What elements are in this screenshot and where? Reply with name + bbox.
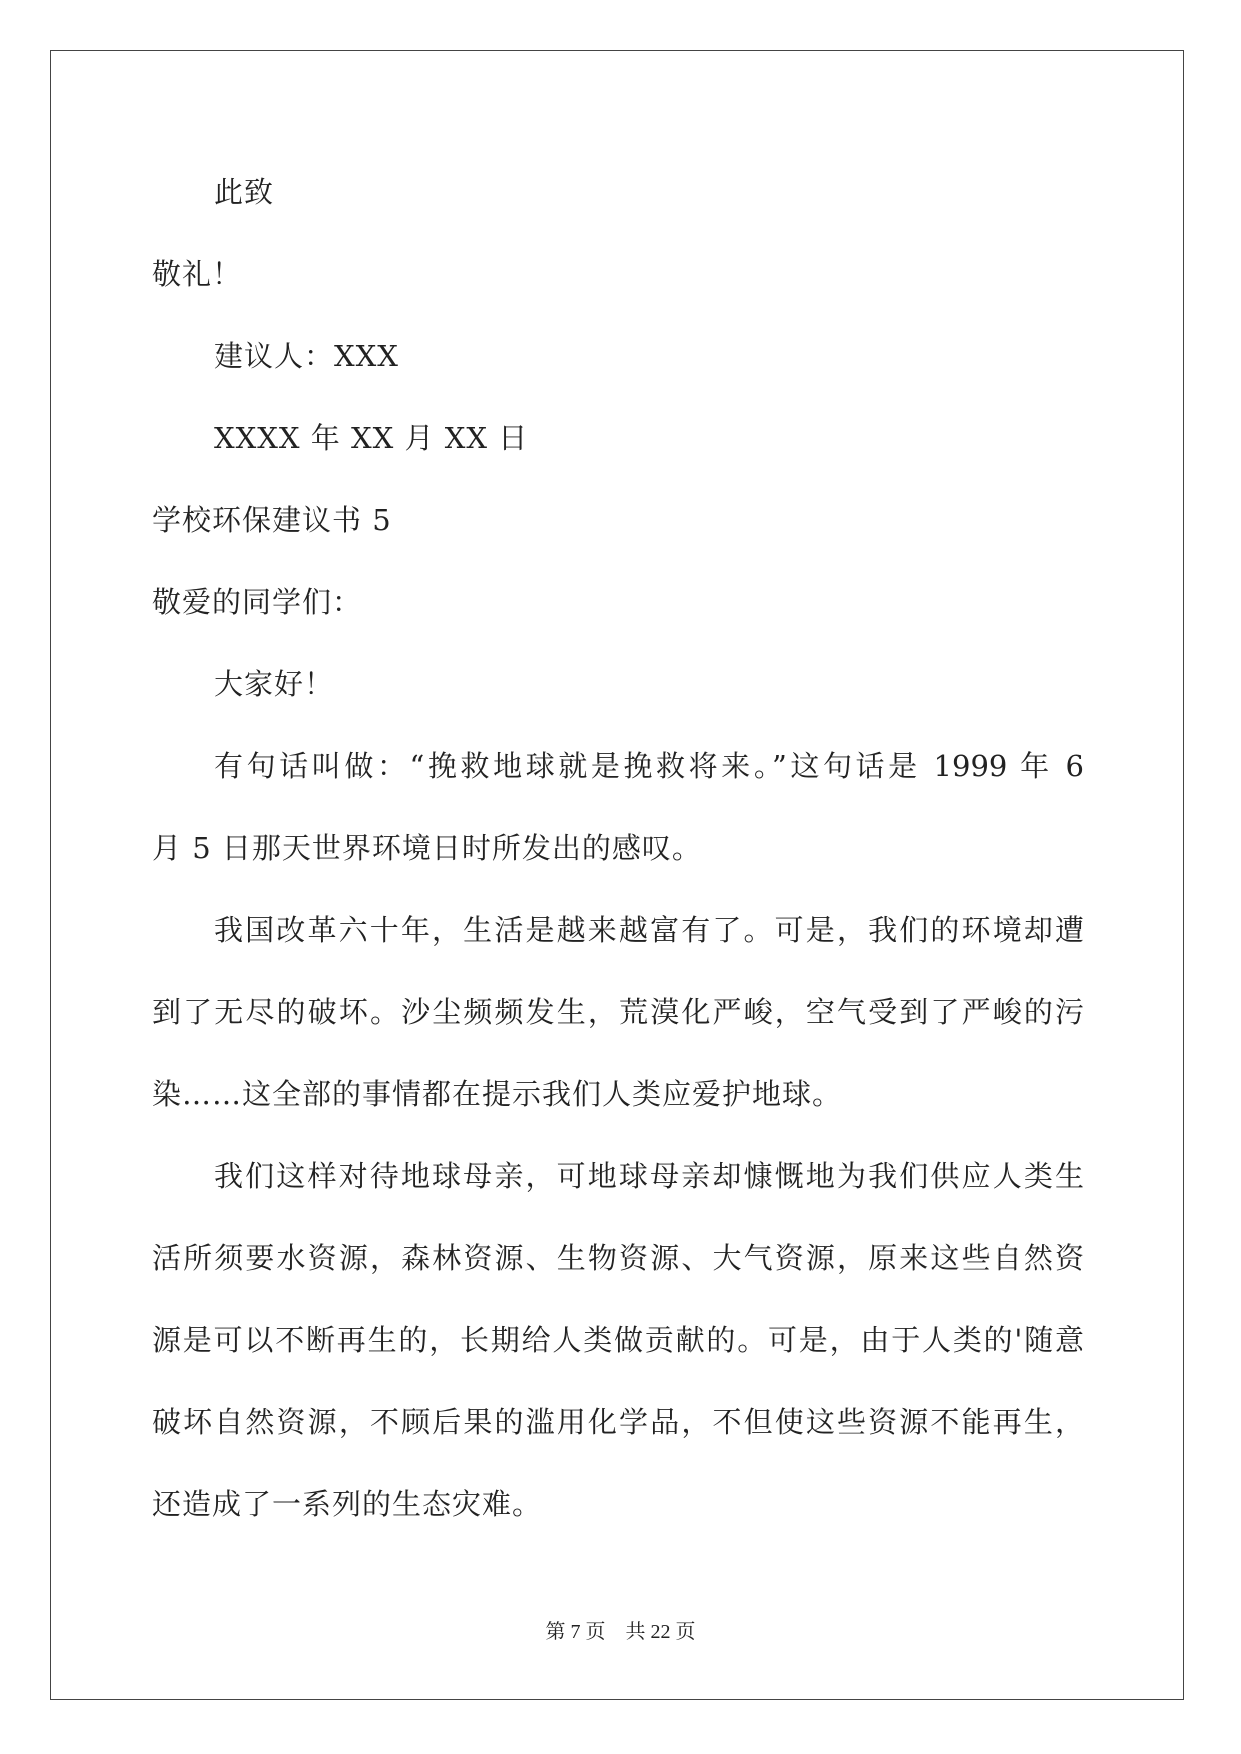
signer-line: 建议人：XXX bbox=[214, 339, 399, 373]
page-border bbox=[50, 50, 1184, 1700]
salutation-respect: 敬礼！ bbox=[152, 257, 243, 291]
section-title: 学校环保建议书 5 bbox=[152, 503, 392, 537]
total-pages: 共 22 页 bbox=[625, 1621, 696, 1643]
paragraph-1-line-2: 月 5 日那天世界环境日时所发出的感叹。 bbox=[152, 831, 702, 865]
paragraph-3-line-1: 我们这样对待地球母亲，可地球母亲却慷慨地为我们供应人类生 bbox=[214, 1159, 1084, 1193]
paragraph-1-line-1: 有句话叫做：“挽救地球就是挽救将来。”这句话是 1999 年 6 bbox=[214, 749, 1084, 783]
page-number: 第 7 页 bbox=[545, 1621, 606, 1643]
closing-phrase: 此致 bbox=[214, 175, 275, 209]
page-footer bbox=[0, 1620, 1241, 1644]
paragraph-2-line-1: 我国改革六十年，生活是越来越富有了。可是，我们的环境却遭 bbox=[214, 913, 1084, 947]
paragraph-2-line-2: 到了无尽的破坏。沙尘频频发生，荒漠化严峻，空气受到了严峻的污 bbox=[152, 995, 1084, 1029]
paragraph-3-line-4: 破坏自然资源，不顾后果的滥用化学品，不但使这些资源不能再生， bbox=[152, 1405, 1084, 1439]
footer-spacer bbox=[606, 1621, 626, 1643]
greeting-recipients: 敬爱的同学们： bbox=[152, 585, 363, 619]
paragraph-3-line-3: 源是可以不断再生的，长期给人类做贡献的。可是，由于人类的'随意 bbox=[152, 1323, 1084, 1357]
paragraph-2-line-3: 染……这全部的事情都在提示我们人类应爱护地球。 bbox=[152, 1077, 843, 1111]
paragraph-3-line-5: 还造成了一系列的生态灾难。 bbox=[152, 1487, 543, 1521]
date-line: XXXX 年 XX 月 XX 日 bbox=[214, 421, 529, 455]
greeting-hello: 大家好！ bbox=[214, 667, 335, 701]
paragraph-3-line-2: 活所须要水资源，森林资源、生物资源、大气资源，原来这些自然资 bbox=[152, 1241, 1084, 1275]
